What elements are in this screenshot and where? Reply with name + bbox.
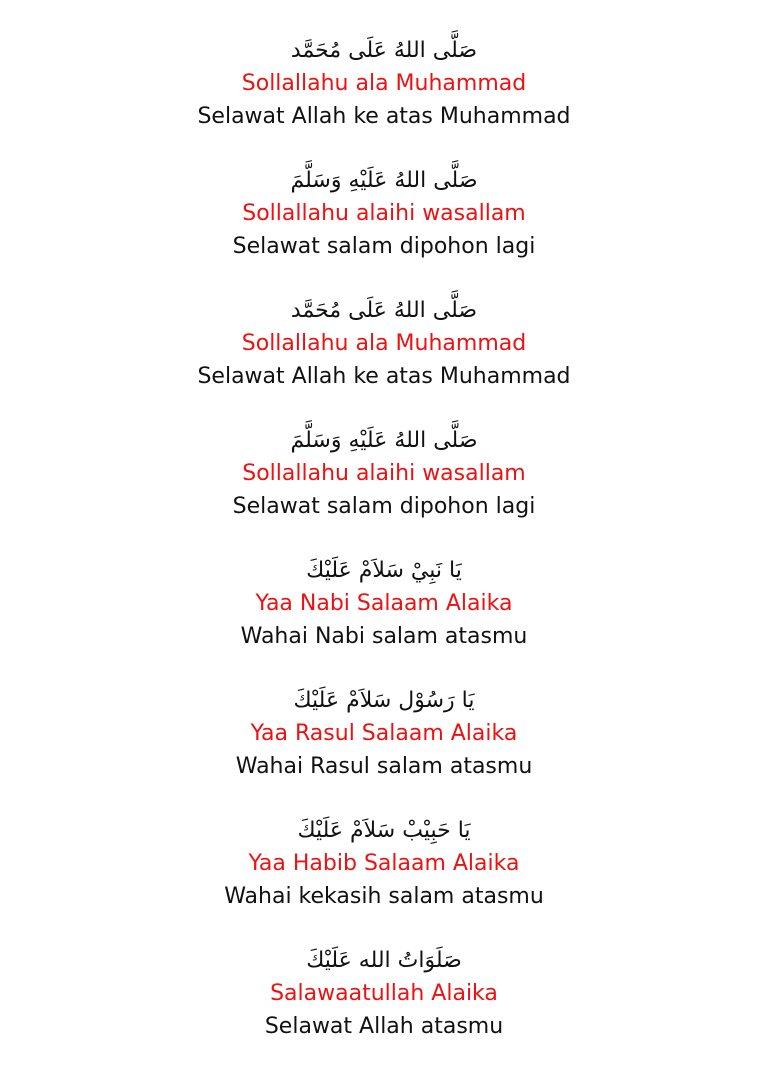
verse <box>0 164 768 294</box>
arabic-line: صَلَّى اللهُ عَلَى مُحَمَّد <box>290 38 478 63</box>
verse <box>0 554 768 684</box>
transliteration-line: Salawaatullah Alaika <box>270 981 498 1006</box>
transliteration-line: Sollallahu alaihi wasallam <box>242 461 526 486</box>
translation-line: Wahai kekasih salam atasmu <box>224 884 544 909</box>
verse <box>0 34 768 164</box>
transliteration-line: Yaa Nabi Salaam Alaika <box>255 591 513 616</box>
arabic-line: يَا نَبِيْ سَلاَمْ عَلَيْكَ <box>306 558 462 583</box>
translation-line: Selawat Allah ke atas Muhammad <box>197 364 571 389</box>
transliteration-line: Yaa Habib Salaam Alaika <box>248 851 520 876</box>
translation-line: Selawat Allah ke atas Muhammad <box>197 104 571 129</box>
transliteration-line: Yaa Rasul Salaam Alaika <box>250 721 518 746</box>
transliteration-line: Sollallahu alaihi wasallam <box>242 201 526 226</box>
translation-line: Selawat Allah atasmu <box>264 1014 504 1039</box>
transliteration-line: Sollallahu ala Muhammad <box>241 331 527 356</box>
arabic-line: صَلَّى اللهُ عَلَيْهِ وَسَلَّمَ <box>290 428 478 453</box>
verse <box>0 814 768 944</box>
arabic-line: يَا رَسُوْل سَلاَمْ عَلَيْكَ <box>293 688 475 713</box>
translation-line: Wahai Nabi salam atasmu <box>240 624 528 649</box>
arabic-line: صَلَّى اللهُ عَلَى مُحَمَّد <box>290 298 478 323</box>
translation-line: Wahai Rasul salam atasmu <box>235 754 533 779</box>
arabic-line: صَلَوَاتُ الله عَلَيْكَ <box>306 948 462 973</box>
lyrics-document <box>0 34 768 1074</box>
verse <box>0 424 768 554</box>
arabic-line: يَا حَبِيْبْ سَلاَمْ عَلَيْكَ <box>297 818 471 843</box>
verse <box>0 684 768 814</box>
translation-line: Selawat salam dipohon lagi <box>232 494 536 519</box>
verse <box>0 944 768 1074</box>
arabic-line: صَلَّى اللهُ عَلَيْهِ وَسَلَّمَ <box>290 168 478 193</box>
translation-line: Selawat salam dipohon lagi <box>232 234 536 259</box>
verse <box>0 294 768 424</box>
transliteration-line: Sollallahu ala Muhammad <box>241 71 527 96</box>
